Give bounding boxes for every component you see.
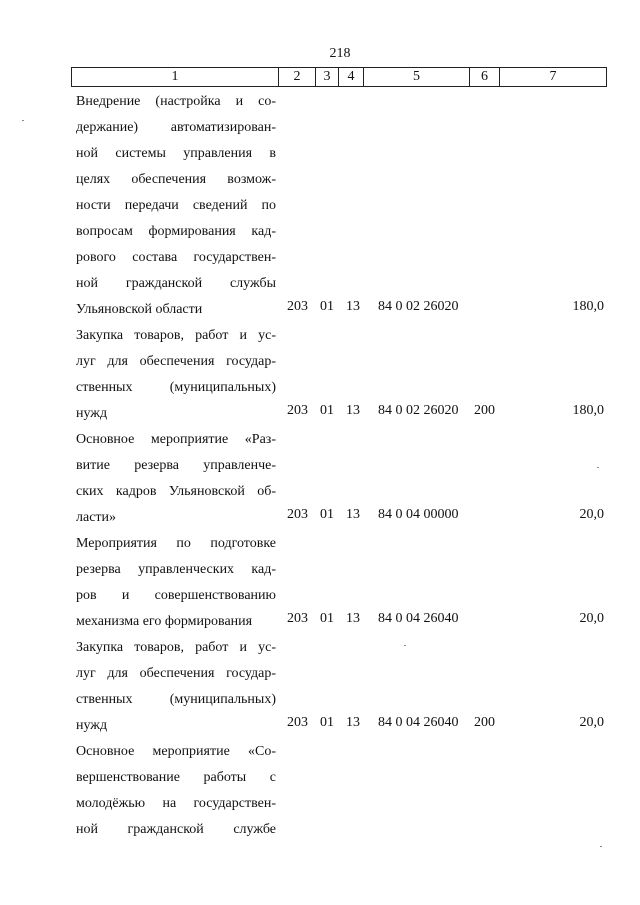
row-5-line: Закупка товаров, работ и ус- <box>76 640 276 655</box>
row-3-line: Основное мероприятие «Раз- <box>76 432 276 447</box>
row-5-col-5: 84 0 04 26040 <box>378 715 459 730</box>
row-3-col-5: 84 0 04 00000 <box>378 507 459 522</box>
row-6-line: Основное мероприятие «Со- <box>76 744 276 759</box>
row-3-col-2: 203 <box>287 507 308 522</box>
row-2-col-7: 180,0 <box>572 403 604 418</box>
row-5-col-4: 13 <box>346 715 360 730</box>
row-4-line: Мероприятия по подготовке <box>76 536 276 551</box>
row-3-col-7: 20,0 <box>579 507 604 522</box>
row-1-line: держание) автоматизирован- <box>76 120 276 135</box>
scan-speck <box>22 120 24 121</box>
row-2-line: луг для обеспечения государ- <box>76 354 276 369</box>
row-1-line: рового состава государствен- <box>76 250 276 265</box>
row-3-line: витие резерва управленче- <box>76 458 276 473</box>
row-5-line: нужд <box>76 718 108 733</box>
row-6-line: молодёжью на государствен- <box>76 796 276 811</box>
scan-speck <box>600 846 602 847</box>
header-col-3: 3 <box>316 67 339 87</box>
row-5-line: луг для обеспечения государ- <box>76 666 276 681</box>
row-1-line: ной гражданской службы <box>76 276 276 291</box>
row-6-line: ной гражданской службе <box>76 822 276 837</box>
row-1-col-2: 203 <box>287 299 308 314</box>
row-4-col-7: 20,0 <box>579 611 604 626</box>
header-col-7: 7 <box>500 67 607 87</box>
row-3-col-4: 13 <box>346 507 360 522</box>
page-number: 218 <box>329 46 351 61</box>
row-5-col-6: 200 <box>474 715 495 730</box>
row-2-line: ственных (муниципальных) <box>76 380 276 395</box>
row-2-col-6: 200 <box>474 403 495 418</box>
scan-speck <box>597 467 599 468</box>
header-col-2: 2 <box>279 67 316 87</box>
row-4-col-4: 13 <box>346 611 360 626</box>
row-5-line: ственных (муниципальных) <box>76 692 276 707</box>
row-1-line: Ульяновской области <box>76 302 203 317</box>
row-2-col-3: 01 <box>320 403 334 418</box>
row-1-description <box>76 89 276 323</box>
row-2-line: нужд <box>76 406 108 421</box>
row-1-line: целях обеспечения возмож- <box>76 172 276 187</box>
row-1-line: вопросам формирования кад- <box>76 224 276 239</box>
row-4-col-3: 01 <box>320 611 334 626</box>
row-4-line: ров и совершенствованию <box>76 588 276 603</box>
row-2-col-4: 13 <box>346 403 360 418</box>
row-1-col-4: 13 <box>346 299 360 314</box>
row-2-description <box>76 323 276 427</box>
row-2-line: Закупка товаров, работ и ус- <box>76 328 276 343</box>
header-col-6: 6 <box>470 67 500 87</box>
row-4-col-5: 84 0 04 26040 <box>378 611 459 626</box>
row-1-line: Внедрение (настройка и со- <box>76 94 276 109</box>
row-5-col-7: 20,0 <box>579 715 604 730</box>
row-5-col-2: 203 <box>287 715 308 730</box>
row-1-line: ной системы управления в <box>76 146 276 161</box>
row-4-line: резерва управленческих кад- <box>76 562 276 577</box>
header-col-5: 5 <box>364 67 470 87</box>
row-5-col-3: 01 <box>320 715 334 730</box>
row-2-col-2: 203 <box>287 403 308 418</box>
row-5-description <box>76 635 276 739</box>
row-3-description <box>76 427 276 531</box>
row-4-line: механизма его формирования <box>76 614 253 629</box>
row-1-col-3: 01 <box>320 299 334 314</box>
row-1-line: ности передачи сведений по <box>76 198 276 213</box>
row-3-col-3: 01 <box>320 507 334 522</box>
row-1-col-5: 84 0 02 26020 <box>378 299 459 314</box>
header-col-1: 1 <box>71 67 279 87</box>
row-2-col-5: 84 0 02 26020 <box>378 403 459 418</box>
scan-speck <box>404 645 406 646</box>
row-1-col-7: 180,0 <box>572 299 604 314</box>
row-6-description <box>76 739 276 843</box>
row-3-line: ласти» <box>76 510 117 525</box>
row-4-description <box>76 531 276 635</box>
row-4-col-2: 203 <box>287 611 308 626</box>
row-3-line: ских кадров Ульяновской об- <box>76 484 276 499</box>
header-col-4: 4 <box>339 67 364 87</box>
row-6-line: вершенствование работы с <box>76 770 276 785</box>
